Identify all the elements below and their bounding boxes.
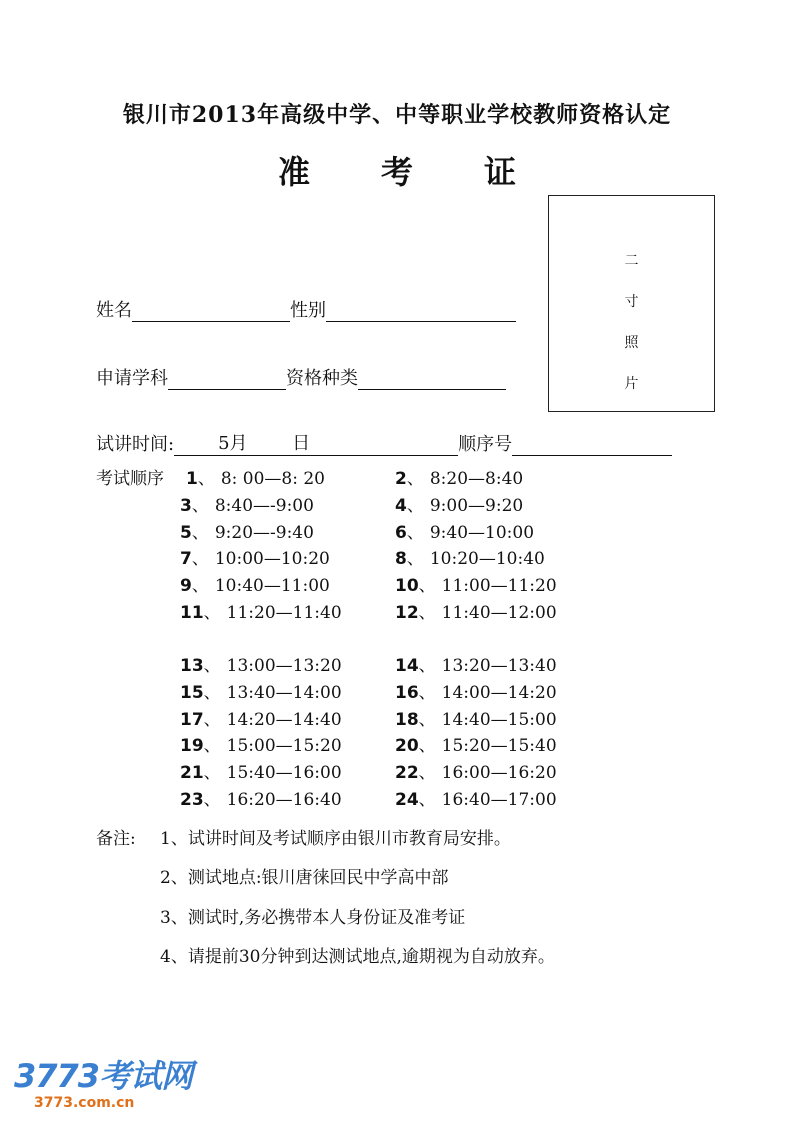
slot-time: 15:20—15:40 [441, 736, 557, 756]
slot-time: 14:20—14:40 [226, 710, 342, 730]
schedule-slot [180, 678, 342, 703]
exam-time-field[interactable] [174, 435, 458, 456]
slot-time: 11:40—12:00 [441, 603, 557, 623]
schedule-slot [395, 705, 557, 730]
slot-time: 15:40—16:00 [226, 763, 342, 783]
schedule-slot [180, 651, 342, 676]
slot-time: 13:20—13:40 [441, 656, 557, 676]
order-number-field[interactable] [512, 435, 672, 456]
slot-separator: 、 [418, 656, 436, 676]
slot-number: 22 [395, 763, 419, 783]
slot-number: 24 [395, 790, 419, 810]
slot-number: 18 [395, 710, 419, 730]
slot-separator: 、 [191, 523, 209, 543]
slot-separator: 、 [203, 736, 221, 756]
slot-time: 14:40—15:00 [441, 710, 557, 730]
photo-char: 片 [624, 376, 639, 392]
schedule-slot [395, 651, 557, 676]
slot-number: 6 [395, 523, 407, 543]
slot-time: 9:40—10:00 [429, 523, 535, 543]
slot-number: 9 [180, 576, 192, 596]
slot-time: 8:20—8:40 [429, 469, 524, 489]
slot-separator: 、 [418, 790, 436, 810]
slot-time: 11:20—11:40 [226, 603, 342, 623]
photo-box [548, 195, 715, 412]
qualification-field[interactable] [358, 369, 506, 390]
slot-separator: 、 [203, 603, 221, 623]
logo-main-text: 3773考试网 [14, 1057, 193, 1095]
slot-number: 2 [395, 469, 407, 489]
subject-qualification-row [96, 364, 506, 390]
slot-number: 16 [395, 683, 419, 703]
schedule-slot [395, 571, 557, 596]
slot-number: 17 [180, 710, 204, 730]
schedule-label: 考试顺序 [96, 469, 164, 489]
slot-separator: 、 [406, 496, 424, 516]
exam-time-day: 日 [292, 433, 311, 454]
subject-field[interactable] [168, 369, 286, 390]
slot-separator: 、 [191, 496, 209, 516]
photo-char: 照 [624, 335, 639, 351]
schedule-slot [180, 491, 314, 516]
schedule-slot [395, 518, 534, 543]
slot-number: 23 [180, 790, 204, 810]
slot-number: 10 [395, 576, 419, 596]
slot-number: 11 [180, 603, 204, 623]
note-item: 2、测试地点:银川唐徕回民中学高中部 [160, 868, 449, 888]
exam-time-row [96, 430, 672, 456]
slot-time: 13:00—13:20 [226, 656, 342, 676]
heading-char: 证 [484, 153, 518, 191]
slot-separator: 、 [203, 656, 221, 676]
schedule-slot [395, 678, 557, 703]
slot-separator: 、 [418, 736, 436, 756]
slot-time: 16:20—16:40 [226, 790, 342, 810]
logo-url-text: 3773.com.cn [34, 1095, 135, 1111]
name-field[interactable] [132, 301, 290, 322]
slot-separator: 、 [203, 790, 221, 810]
slot-separator: 、 [406, 523, 424, 543]
slot-separator: 、 [418, 710, 436, 730]
schedule-slot [395, 731, 557, 756]
slot-number: 19 [180, 736, 204, 756]
photo-char: 寸 [624, 294, 639, 310]
slot-separator: 、 [406, 469, 424, 489]
slot-separator: 、 [197, 469, 215, 489]
exam-time-month: 5月 [218, 433, 248, 454]
heading-char: 考 [381, 153, 415, 191]
slot-time: 8: 00—8: 20 [220, 469, 326, 489]
slot-separator: 、 [203, 683, 221, 703]
slot-number: 4 [395, 496, 407, 516]
gender-field[interactable] [326, 301, 516, 322]
name-label: 姓名 [96, 300, 132, 321]
schedule-slot [180, 731, 342, 756]
note-item: 1、试讲时间及考试顺序由银川市教育局安排。 [160, 829, 511, 849]
slot-separator: 、 [418, 603, 436, 623]
schedule-slot [180, 518, 314, 543]
exam-time-label: 试讲时间: [96, 434, 175, 455]
slot-separator: 、 [418, 576, 436, 596]
slot-number: 12 [395, 603, 419, 623]
slot-separator: 、 [203, 763, 221, 783]
slot-separator: 、 [418, 683, 436, 703]
schedule-slot [395, 544, 545, 569]
slot-time: 8:40—-9:00 [214, 496, 314, 516]
slot-number: 7 [180, 549, 192, 569]
name-gender-row [96, 296, 516, 322]
slot-time: 16:00—16:20 [441, 763, 557, 783]
slot-time: 11:00—11:20 [441, 576, 557, 596]
slot-number: 14 [395, 656, 419, 676]
notes-label: 备注: [96, 829, 136, 849]
photo-char: 二 [624, 253, 639, 269]
slot-time: 16:40—17:00 [441, 790, 557, 810]
schedule-slot [395, 758, 557, 783]
slot-separator: 、 [191, 576, 209, 596]
admission-ticket-heading [278, 147, 517, 193]
schedule-slot [395, 464, 523, 489]
order-number-label: 顺序号 [458, 434, 513, 455]
document-title: 银川市2013年高级中学、中等职业学校教师资格认定 [122, 102, 672, 128]
slot-number: 13 [180, 656, 204, 676]
slot-number: 8 [395, 549, 407, 569]
schedule-slot [395, 598, 557, 623]
schedule-slot [180, 544, 330, 569]
slot-number: 3 [180, 496, 192, 516]
schedule-slot [180, 571, 330, 596]
slot-number: 1 [186, 469, 198, 489]
slot-number: 21 [180, 763, 204, 783]
schedule-slot [395, 785, 557, 810]
slot-time: 13:40—14:00 [226, 683, 342, 703]
slot-time: 14:00—14:20 [441, 683, 557, 703]
slot-separator: 、 [406, 549, 424, 569]
note-item: 3、测试时,务必携带本人身份证及准考证 [160, 908, 466, 928]
slot-time: 10:20—10:40 [429, 549, 545, 569]
slot-number: 20 [395, 736, 419, 756]
slot-number: 5 [180, 523, 192, 543]
slot-separator: 、 [191, 549, 209, 569]
schedule-slot [180, 598, 342, 623]
slot-time: 10:40—11:00 [214, 576, 330, 596]
slot-separator: 、 [418, 763, 436, 783]
subject-label: 申请学科 [96, 368, 168, 389]
heading-char: 准 [278, 153, 312, 191]
schedule-slot [180, 758, 342, 783]
qualification-label: 资格种类 [286, 368, 358, 389]
slot-separator: 、 [203, 710, 221, 730]
schedule-slot [395, 491, 523, 516]
slot-number: 15 [180, 683, 204, 703]
slot-time: 9:00—9:20 [429, 496, 524, 516]
gender-label: 性别 [290, 300, 326, 321]
schedule-slot [186, 464, 325, 489]
slot-time: 15:00—15:20 [226, 736, 342, 756]
schedule-slot [180, 705, 342, 730]
slot-time: 10:00—10:20 [214, 549, 330, 569]
slot-time: 9:20—-9:40 [214, 523, 314, 543]
note-item: 4、请提前30分钟到达测试地点,逾期视为自动放弃。 [160, 947, 555, 967]
site-logo [14, 1058, 192, 1112]
schedule-slot [180, 785, 342, 810]
